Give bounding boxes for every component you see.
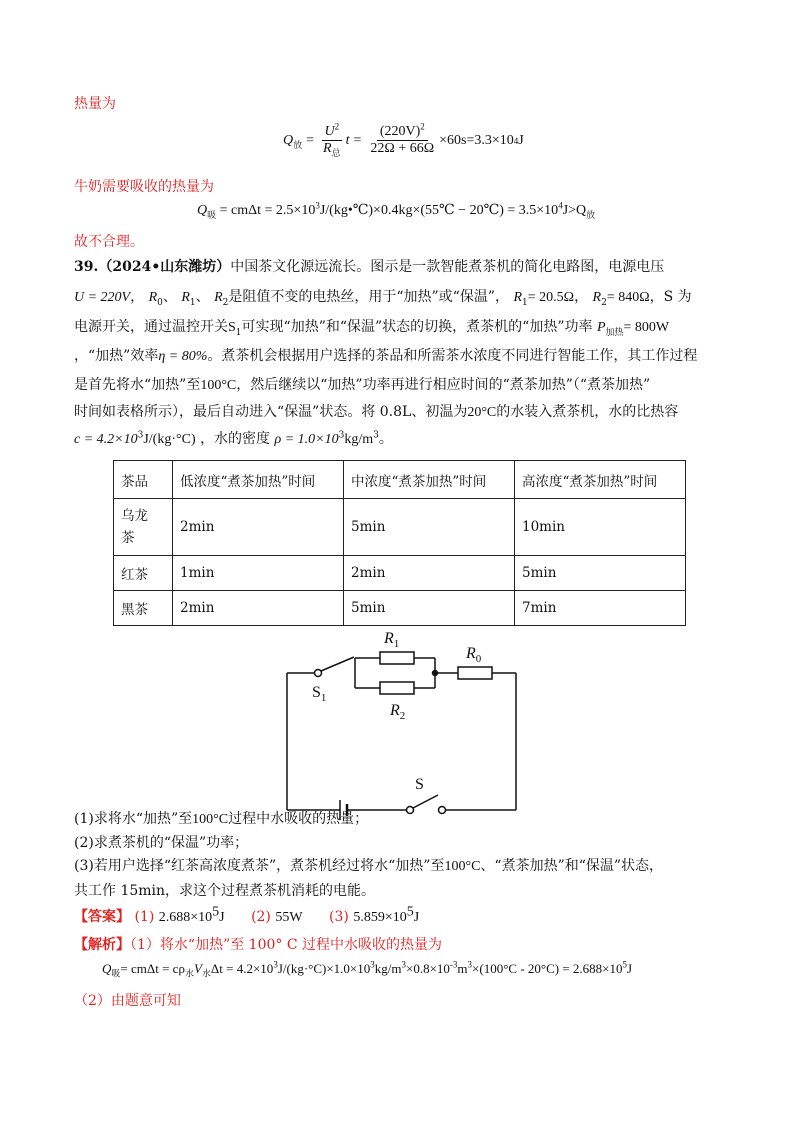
question-3-line-1: (3)若用户选择“红茶高浓度煮茶”，煮茶机经过将水“加热”至100°C、“煮茶加热”和“保温”状态，: [74, 858, 664, 874]
label-s1: $S_1$: [312, 684, 327, 704]
table-cell: 1min: [173, 556, 344, 591]
eq-sub: 放: [293, 139, 303, 150]
analysis-line-1: 【解析】（1）将水“加热”至 100° C 过程中水吸收的热量为: [74, 937, 443, 953]
equation-q-release: $Q_放$ = $\frac{U^2}{R_总}$ t = $\frac{(220V)^2}{22\Omega + 66\Omega}$ ×60s=3.3×10 4 J: [283, 121, 524, 158]
problem-line-7: $c = 4.2\times 10^3J/(kg\cdot^\circ C)$ ，水的密度 $\rho = 1.0\times 10^3kg/m^3$。: [74, 430, 393, 447]
table-cell: 5min: [515, 556, 686, 591]
question-3-line-2: 共工作 15min，求这个过程煮茶机消耗的电能。: [74, 883, 376, 899]
table-header-cell: 高浓度“煮茶加热”时间: [515, 461, 686, 499]
eq-symbol: Q: [283, 132, 294, 148]
label-r0: $R_0$: [466, 645, 482, 665]
equation-q-absorb-water: $Q_吸= cm\Delta t = c\rho_水V_水\Delta t = 4.2\times 10^3J/(kg\cdot^\circ C)\times 1.0\times 10^3kg/m^3\times 0.8\times 10^{-3}m^3\times(100^\circ C - 20^\circ C) = 2.688\times 10^5J$: [102, 959, 633, 979]
table-cell: 7min: [515, 591, 686, 626]
resistor-r1: [380, 652, 414, 664]
switch-s1-pivot: [315, 670, 322, 677]
answer-label: 【答案】: [74, 909, 130, 925]
question-1: (1)求将水“加热”至100°C过程中水吸收的热量；: [74, 811, 369, 827]
label-s: S: [415, 776, 424, 793]
equation-q-absorb-milk: $Q_吸 = cm\Delta t$ = $2.5\times 10^3J/(kg•℃)\times 0.4kg\times(55℃$ − 20℃) = $3.5\times 10^4J>Q_放$: [197, 200, 596, 220]
table-header-cell: 低浓度“煮茶加热”时间: [173, 461, 344, 499]
problem-number: 39.: [74, 259, 99, 275]
problem-line-4: ，“加热”效率η = 80%。煮茶机会根据用户选择的茶品和所需茶水浓度不同进行智能工作，其工作过程: [74, 348, 698, 364]
table-cell: 5min: [344, 591, 515, 626]
table-cell: 乌龙 茶: [114, 499, 173, 556]
switch-s1-blade: [321, 657, 354, 671]
problem-line-6: 时间如表格所示），最后自动进入“保温”状态。将 0.8L、初温为20°C的水装入煮茶机，水的比热容: [74, 404, 679, 420]
switch-s-pivot: [407, 807, 414, 814]
fraction-u2-over-r: $\frac{U^2}{R_总}$: [323, 121, 341, 158]
label-r1: $R_1$: [384, 630, 400, 650]
problem-line-1: 39.（2024•山东潍坊）中国茶文化源远流长。图示是一款智能煮茶机的简化电路图，电源电压: [74, 259, 665, 275]
milk-label: 牛奶需要吸收的热量为: [74, 179, 214, 195]
problem-line-3: 电源开关，通过温控开关$S_1$可实现“加热”和“保温”状态的切换，煮茶机的“加热”功率 $P_{加热}= 800W$: [74, 319, 670, 338]
table-cell: 2min: [173, 591, 344, 626]
table-cell: 5min: [344, 499, 515, 556]
question-2: (2)求煮茶机的“保温”功率；: [74, 835, 249, 851]
resistor-r0: [458, 667, 492, 679]
analysis-line-2: （2）由题意可知: [74, 993, 181, 1009]
table-cell: 黑茶: [114, 591, 173, 626]
switch-s-contact: [439, 807, 446, 814]
table-cell: 红茶: [114, 556, 173, 591]
table-cell: 10min: [515, 499, 686, 556]
fraction-voltage-over-resistance: $\frac{(220V)^2}{22\Omega + 66\Omega}$: [370, 121, 435, 156]
heat-label: 热量为: [74, 96, 116, 112]
problem-line-2: U = 220V， $R_0$、 $R_1$、 $R_2$是阻值不变的电热丝，用于“加热”或“保温”， $R_1= 20.5\Omega$， $R_2= 840\Omega$，S 为: [74, 289, 692, 308]
problem-line-5: 是首先将水“加热”至100°C，然后继续以“加热”功率再进行相应时间的“煮茶加热”（“煮茶加热”: [74, 377, 651, 393]
resistor-r2: [380, 682, 414, 694]
label-r2: $R_2$: [390, 702, 406, 722]
answer-line: 【答案】 (1) $2.688\times 10^5J$ (2) 55W (3) $5.859\times 10^5J$: [74, 904, 420, 925]
analysis-label: 【解析】: [74, 937, 130, 953]
table-header-cell: 茶品: [114, 461, 173, 499]
conclusion: 故不合理。: [74, 234, 144, 250]
table-cell: 2min: [344, 556, 515, 591]
table-header-cell: 中浓度“煮茶加热”时间: [344, 461, 515, 499]
switch-s-blade: [413, 795, 438, 808]
table-cell: 2min: [173, 499, 344, 556]
problem-source: （2024•山东潍坊）: [98, 259, 231, 275]
